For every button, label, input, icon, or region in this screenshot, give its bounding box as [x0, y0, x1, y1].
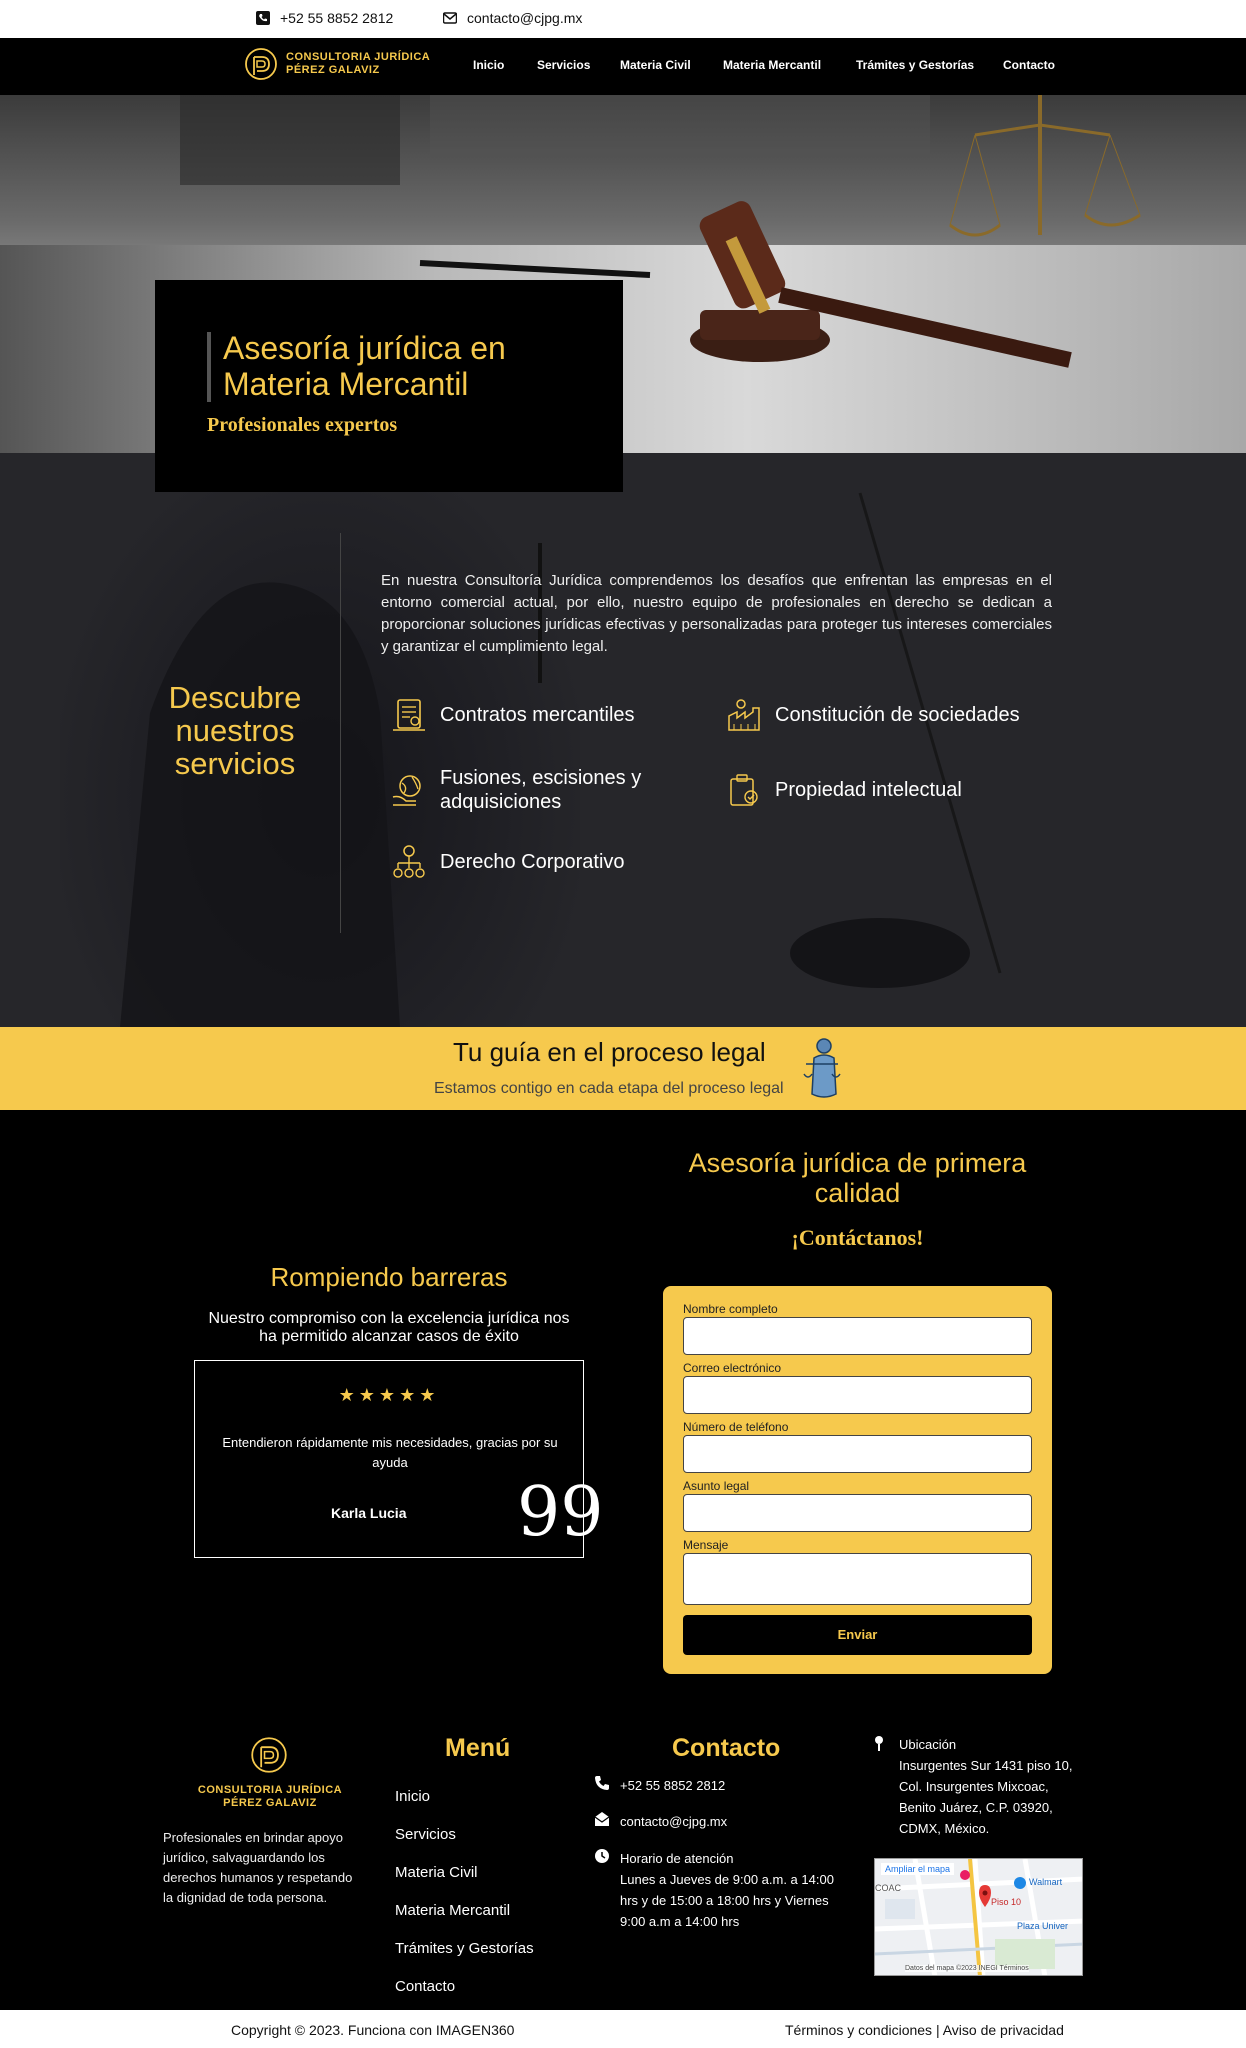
top-email[interactable] — [443, 10, 582, 26]
hero-subtitle: Profesionales expertos — [207, 414, 398, 436]
map-enlarge-link[interactable]: Ampliar el mapa — [881, 1863, 954, 1875]
services-heading: Descubre nuestros servicios — [168, 680, 302, 781]
logo-line1: CONSULTORIA JURÍDICA — [286, 51, 431, 63]
footer-hours-text: Lunes a Jueves de 9:00 a.m. a 14:00 hrs y de 15:00 a 18:00 hrs y Viernes 9:00 a.m a 14:00 hrs — [620, 1872, 834, 1929]
subject-input[interactable] — [683, 1494, 1032, 1532]
footer-link-contacto[interactable]: Contacto — [395, 1978, 456, 1995]
footer-logo-line2: PÉREZ GALAVIZ — [223, 1797, 317, 1809]
top-phone[interactable] — [256, 10, 393, 26]
clock-icon — [594, 1848, 610, 1864]
globe-hands-icon — [390, 771, 428, 809]
factory-icon — [725, 696, 763, 734]
footer-menu — [395, 1788, 534, 2016]
footer-logo-icon — [250, 1736, 288, 1774]
map-place-walmart: Walmart — [1029, 1877, 1063, 1887]
top-phone-text: +52 55 8852 2812 — [280, 10, 394, 26]
bottom-bar — [0, 2010, 1246, 2048]
nav-item-materia-mercantil[interactable]: Materia Mercantil — [723, 58, 822, 72]
testimonial-card — [194, 1360, 604, 1558]
contact-subtitle: ¡Contáctanos! — [791, 1225, 924, 1250]
main-navigation — [0, 38, 1246, 95]
guide-title: Tu guía en el proceso legal — [453, 1037, 766, 1067]
nav-item-inicio[interactable]: Inicio — [473, 58, 505, 72]
rating-stars: ★★★★★ — [338, 1385, 440, 1405]
brand-logo[interactable] — [244, 47, 430, 81]
envelope-icon — [594, 1811, 610, 1827]
intellectual-property-icon — [725, 771, 763, 809]
logo-line2: PÉREZ GALAVIZ — [286, 64, 380, 76]
message-textarea[interactable] — [683, 1553, 1032, 1605]
service-contratos[interactable] — [390, 696, 635, 734]
footer-link-materia-civil[interactable]: Materia Civil — [395, 1864, 478, 1881]
footer-about: Profesionales en brindar apoyo jurídico, salvaguardando los derechos humanos y respetando la dignidad de toda persona. — [163, 1830, 353, 1905]
footer-link-inicio[interactable]: Inicio — [395, 1788, 431, 1805]
contract-icon — [390, 696, 428, 734]
nav-item-materia-civil[interactable]: Materia Civil — [620, 58, 691, 72]
service-label: Contratos mercantiles — [440, 703, 635, 726]
testimonials-subtitle: Nuestro compromiso con la excelencia jurídica nos ha permitido alcanzar casos de éxito — [208, 1310, 570, 1345]
phone-icon — [594, 1775, 610, 1791]
service-fusiones[interactable] — [390, 766, 660, 814]
service-label: Fusiones, escisiones y adquisiciones — [440, 767, 642, 813]
mail-icon — [443, 11, 457, 25]
guide-banner — [0, 1027, 1246, 1110]
footer-address: Insurgentes Sur 1431 piso 10, Col. Insurgentes Mixcoac, Benito Juárez, C.P. 03920, CDMX, México. — [899, 1758, 1073, 1836]
phone-icon — [256, 11, 270, 25]
testimonials-contact-section — [0, 1110, 1246, 1700]
quote-mark-icon: 99 — [517, 1473, 604, 1552]
hero-title-line2: Materia Mercantil — [223, 366, 469, 402]
testimonial-author: Karla Lucia — [331, 1505, 407, 1521]
service-label: Constitución de sociedades — [775, 703, 1020, 726]
logo-text — [286, 51, 430, 77]
footer-contact-title: Contacto — [672, 1734, 781, 1762]
map-pin-label: Piso 10 — [991, 1897, 1022, 1907]
testimonials-title: Rompiendo barreras — [270, 1262, 508, 1292]
hero-title-line1: Asesoría jurídica en — [223, 330, 506, 366]
testimonial-quote: Entendieron rápidamente mis necesidades, gracias por su ayuda — [222, 1435, 558, 1470]
footer-email-text: contacto@cjpg.mx — [620, 1814, 728, 1829]
phone-input[interactable] — [683, 1435, 1032, 1473]
name-label: Nombre completo — [683, 1302, 778, 1316]
nav-item-tramites[interactable]: Trámites y Gestorías — [856, 58, 975, 72]
name-input[interactable] — [683, 1317, 1032, 1355]
copyright-text: Copyright © 2023. Funciona con IMAGEN360 — [231, 2022, 515, 2038]
footer-hours — [594, 1848, 842, 1932]
service-label: Derecho Corporativo — [440, 850, 625, 873]
footer-phone-text: +52 55 8852 2812 — [620, 1778, 726, 1793]
nav-item-contacto[interactable]: Contacto — [1003, 58, 1055, 72]
footer-link-materia-mercantil[interactable]: Materia Mercantil — [395, 1902, 511, 1919]
email-label: Correo electrónico — [683, 1361, 782, 1375]
guide-subtitle: Estamos contigo en cada etapa del proceso legal — [434, 1080, 784, 1097]
services-section — [0, 453, 1246, 1027]
footer — [0, 1700, 1246, 2010]
legal-links[interactable]: Términos y condiciones | Aviso de privacidad — [785, 2022, 1064, 2038]
footer-link-servicios[interactable]: Servicios — [395, 1826, 456, 1843]
submit-button[interactable]: Enviar — [683, 1615, 1032, 1655]
map-credits: Datos del mapa ©2023 INEGI Términos — [905, 1965, 1029, 1972]
footer-email[interactable] — [594, 1811, 727, 1832]
logo-mark-icon — [244, 47, 278, 81]
footer-menu-title: Menú — [445, 1734, 511, 1762]
hero-title — [223, 330, 506, 402]
map-area-label: COAC — [875, 1883, 902, 1893]
footer-logo-line1: CONSULTORIA JURÍDICA — [197, 1784, 343, 1796]
services-intro-text: En nuestra Consultoría Jurídica comprendemos los desafíos que enfrentan las empresas en el entorno comercial actual, por ello, nuestro equipo de profesionales en derecho se dedican a proporcionar soluciones jurídicas efectivas y personalizadas para proteger tus intereses comerciales y garantizar el cumplimiento legal. — [381, 572, 1052, 655]
phone-label: Número de teléfono — [683, 1420, 789, 1434]
hero-title-card — [155, 280, 623, 492]
footer-link-tramites[interactable]: Trámites y Gestorías — [395, 1940, 534, 1957]
section-divider-line — [340, 533, 341, 933]
footer-phone[interactable] — [594, 1775, 725, 1796]
location-pin-icon — [873, 1735, 885, 1751]
service-propiedad[interactable] — [725, 771, 962, 809]
top-contact-bar — [0, 0, 1246, 38]
service-derecho-corporativo[interactable] — [390, 843, 625, 881]
footer-hours-block — [620, 1848, 842, 1932]
service-label: Propiedad intelectual — [775, 778, 962, 801]
hero-accent-bar — [207, 332, 211, 402]
footer-logo-text — [170, 1784, 370, 1810]
corporate-network-icon — [390, 843, 428, 881]
footer-hours-label: Horario de atención — [620, 1851, 734, 1866]
map-place-plaza: Plaza Univer — [1017, 1921, 1069, 1931]
footer-location — [899, 1734, 1089, 1839]
location-map[interactable] — [874, 1858, 1083, 1976]
contact-form — [663, 1286, 1052, 1674]
message-label: Mensaje — [683, 1538, 729, 1552]
nav-item-servicios[interactable]: Servicios — [537, 58, 591, 72]
service-constitucion[interactable] — [725, 696, 1020, 734]
footer-location-label: Ubicación — [899, 1737, 957, 1752]
email-input[interactable] — [683, 1376, 1032, 1414]
justice-figure-icon — [802, 1034, 842, 1104]
top-email-text: contacto@cjpg.mx — [467, 10, 583, 26]
contact-title: Asesoría jurídica de primera calidad — [688, 1148, 1027, 1208]
subject-label: Asunto legal — [683, 1479, 750, 1493]
